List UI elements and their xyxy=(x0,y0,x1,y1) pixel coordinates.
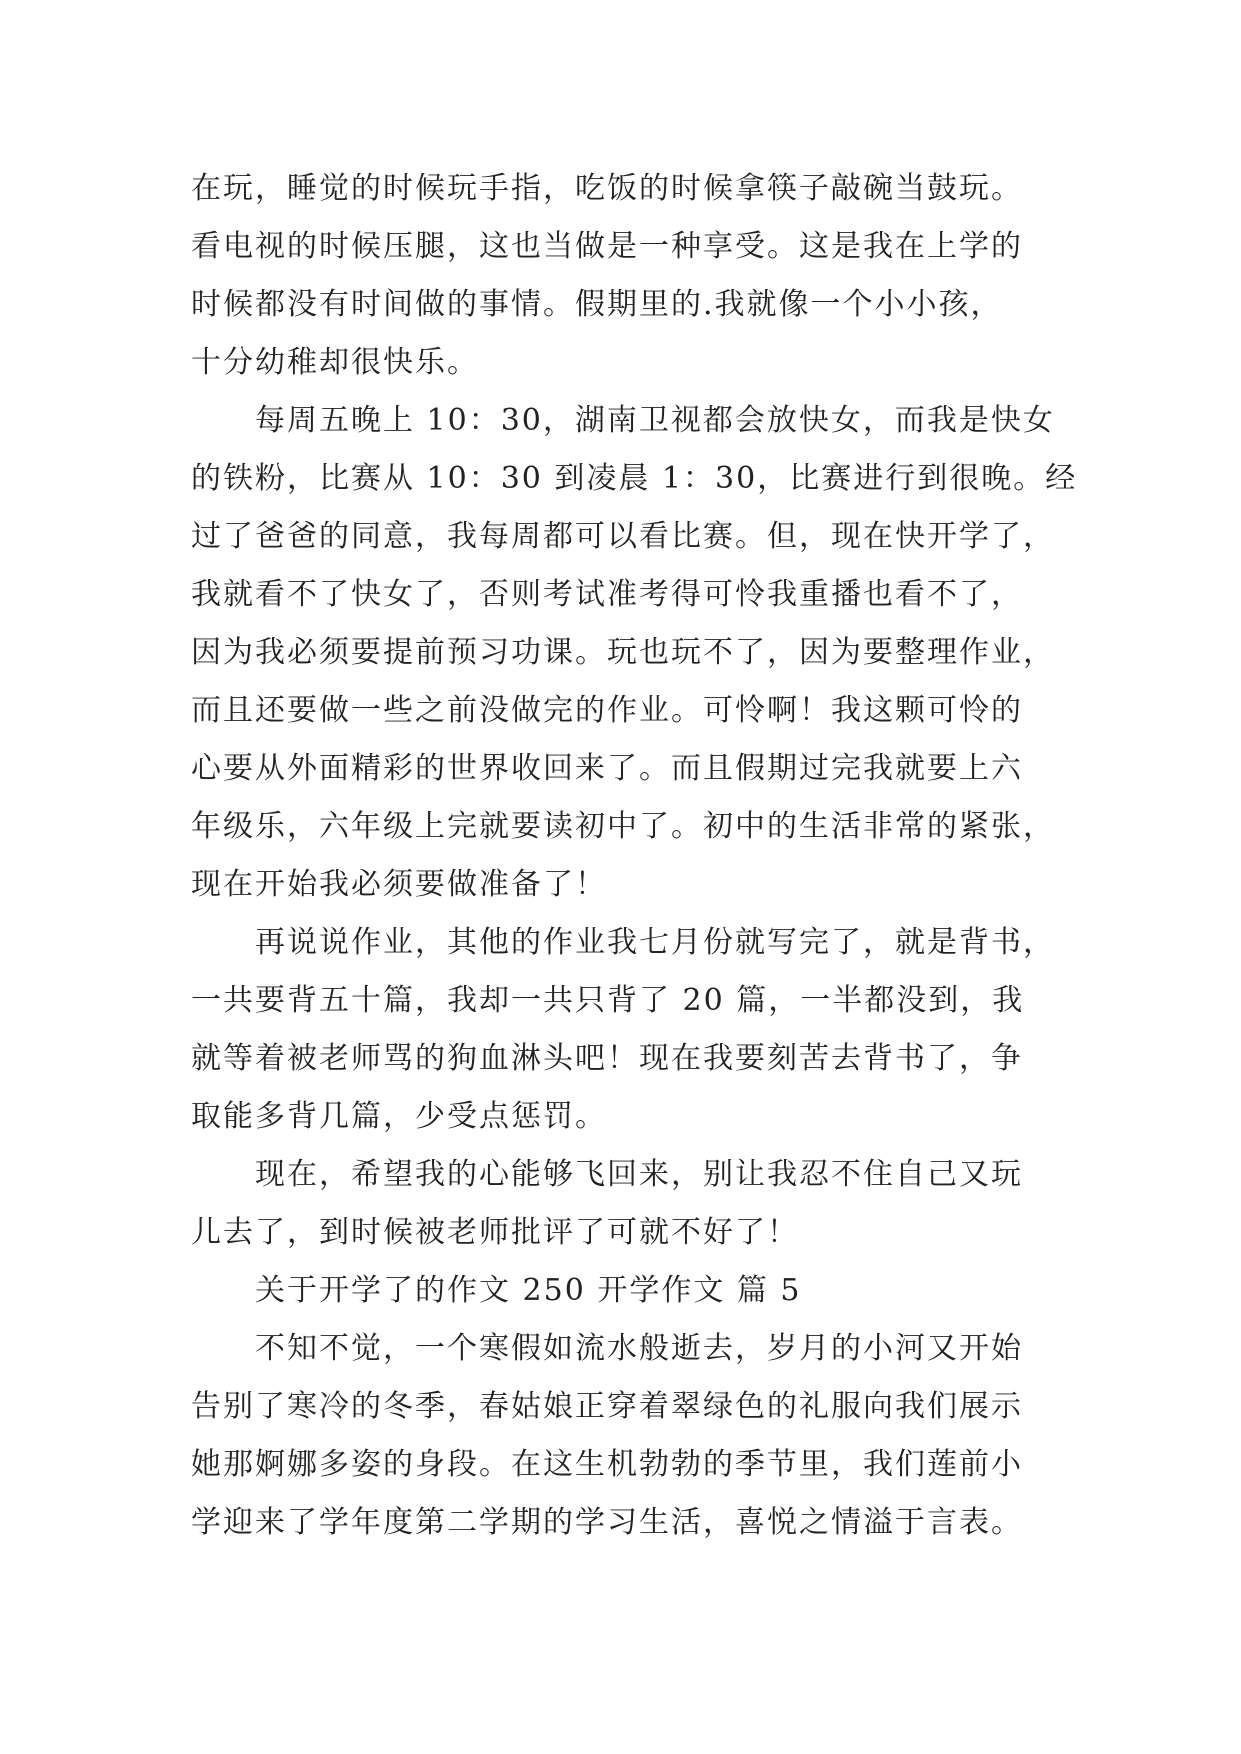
text-line: 在玩，睡觉的时候玩手指，吃饭的时候拿筷子敲碗当鼓玩。 xyxy=(191,171,1023,206)
text-line: 时候都没有时间做的事情。假期里的.我就像一个小小孩， xyxy=(191,287,1003,322)
section-heading: 关于开学了的作文 250 开学作文 篇 5 xyxy=(255,1273,802,1308)
paragraph-first-line: 再说说作业，其他的作业我七月份就写完了，就是背书， xyxy=(255,925,1055,960)
text-line: 年级乐，六年级上完就要读初中了。初中的生活非常的紧张， xyxy=(191,809,1055,844)
text-line: 我就看不了快女了，否则考试准考得可怜我重播也看不了， xyxy=(191,577,1023,612)
text-line: 过了爸爸的同意，我每周都可以看比赛。但，现在快开学了， xyxy=(191,519,1055,554)
text-line: 告别了寒冷的冬季，春姑娘正穿着翠绿色的礼服向我们展示 xyxy=(191,1389,1023,1424)
text-line: 儿去了，到时候被老师批评了可就不好了！ xyxy=(191,1215,799,1250)
text-line: 取能多背几篇，少受点惩罚。 xyxy=(191,1099,607,1134)
text-line: 就等着被老师骂的狗血淋头吧！现在我要刻苦去背书了，争 xyxy=(191,1041,1023,1076)
text-line: 学迎来了学年度第二学期的学习生活，喜悦之情溢于言表。 xyxy=(191,1505,1023,1540)
document-body xyxy=(191,160,1078,1552)
paragraph-first-line: 现在，希望我的心能够飞回来，别让我忍不住自己又玩 xyxy=(255,1157,1023,1192)
text-line: 的铁粉，比赛从 10：30 到凌晨 1：30，比赛进行到很晚。经 xyxy=(191,461,1078,496)
text-line: 她那婀娜多姿的身段。在这生机勃勃的季节里，我们莲前小 xyxy=(191,1447,1023,1482)
text-line: 现在开始我必须要做准备了！ xyxy=(191,867,607,902)
text-line: 而且还要做一些之前没做完的作业。可怜啊！我这颗可怜的 xyxy=(191,693,1023,728)
text-line: 看电视的时候压腿，这也当做是一种享受。这是我在上学的 xyxy=(191,229,1023,264)
paragraph-first-line: 不知不觉，一个寒假如流水般逝去，岁月的小河又开始 xyxy=(255,1331,1023,1366)
paragraph-first-line: 每周五晚上 10：30，湖南卫视都会放快女，而我是快女 xyxy=(255,403,1055,438)
text-line: 心要从外面精彩的世界收回来了。而且假期过完我就要上六 xyxy=(191,751,1023,786)
text-line: 一共要背五十篇，我却一共只背了 20 篇，一半都没到，我 xyxy=(191,983,1025,1018)
text-line: 十分幼稚却很快乐。 xyxy=(191,345,479,380)
text-line: 因为我必须要提前预习功课。玩也玩不了，因为要整理作业， xyxy=(191,635,1055,670)
